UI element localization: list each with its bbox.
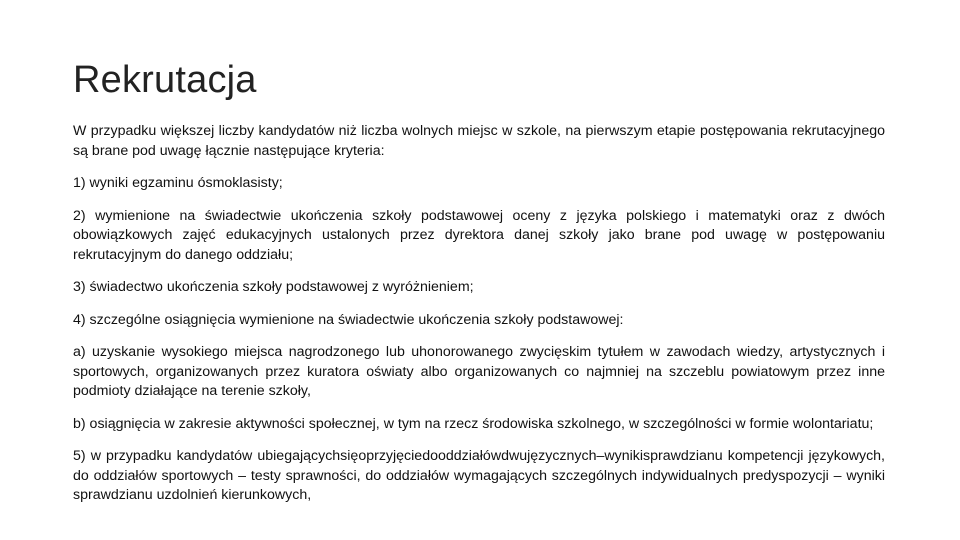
criterion-1: 1) wyniki egzaminu ósmoklasisty; <box>73 175 283 191</box>
criterion-2: 2) wymienione na świadectwie ukończenia szkoły podstawowej oceny z języka polskiego i matematyki oraz z dwóch obowiązkowych zajęć edukacyjnych ustalonych przez dyrektora danej szkoły jako brane pod uwagę w postępowaniu rekrutacyjnym do danego oddziału; <box>73 207 885 263</box>
criterion-4b: b) osiągnięcia w zakresie aktywności społecznej, w tym na rzecz środowiska szkolnego, w szczególności w formie wolontariatu; <box>73 415 874 432</box>
criterion-5: 5) w przypadku kandydatów ubiegającychsięoprzyjęciedooddziałówdwujęzycznych–wynikisprawdzianu kompetencji językowych, do oddziałów sportowych – testy sprawności, do oddziałów wymagających szczególnych indywidualnych predyspozycji – wyniki sprawdzianu uzdolnień kierunkowych, <box>73 448 885 503</box>
criterion-4a: a) uzyskanie wysokiego miejsca nagrodzonego lub uhonorowanego zwycięskim tytułem w zawodach wiedzy, artystycznych i sportowych, organizowanych przez kuratora oświaty albo organizowanych co najmniej na szczeblu powiatowym przez inne podmioty działające na terenie szkoły, <box>73 344 885 399</box>
criterion-3: 3) świadectwo ukończenia szkoły podstawowej z wyróżnieniem; <box>73 279 474 295</box>
criterion-4: 4) szczególne osiągnięcia wymienione na świadectwie ukończenia szkoły podstawowej: <box>73 311 624 328</box>
intro-paragraph: W przypadku większej liczby kandydatów niż liczba wolnych miejsc w szkole, na pierwszym etapie postępowania rekrutacyjnego są brane pod uwagę łącznie następujące kryteria: <box>73 123 885 159</box>
slide-body <box>73 122 885 519</box>
slide-title: Rekrutacja <box>73 59 257 101</box>
